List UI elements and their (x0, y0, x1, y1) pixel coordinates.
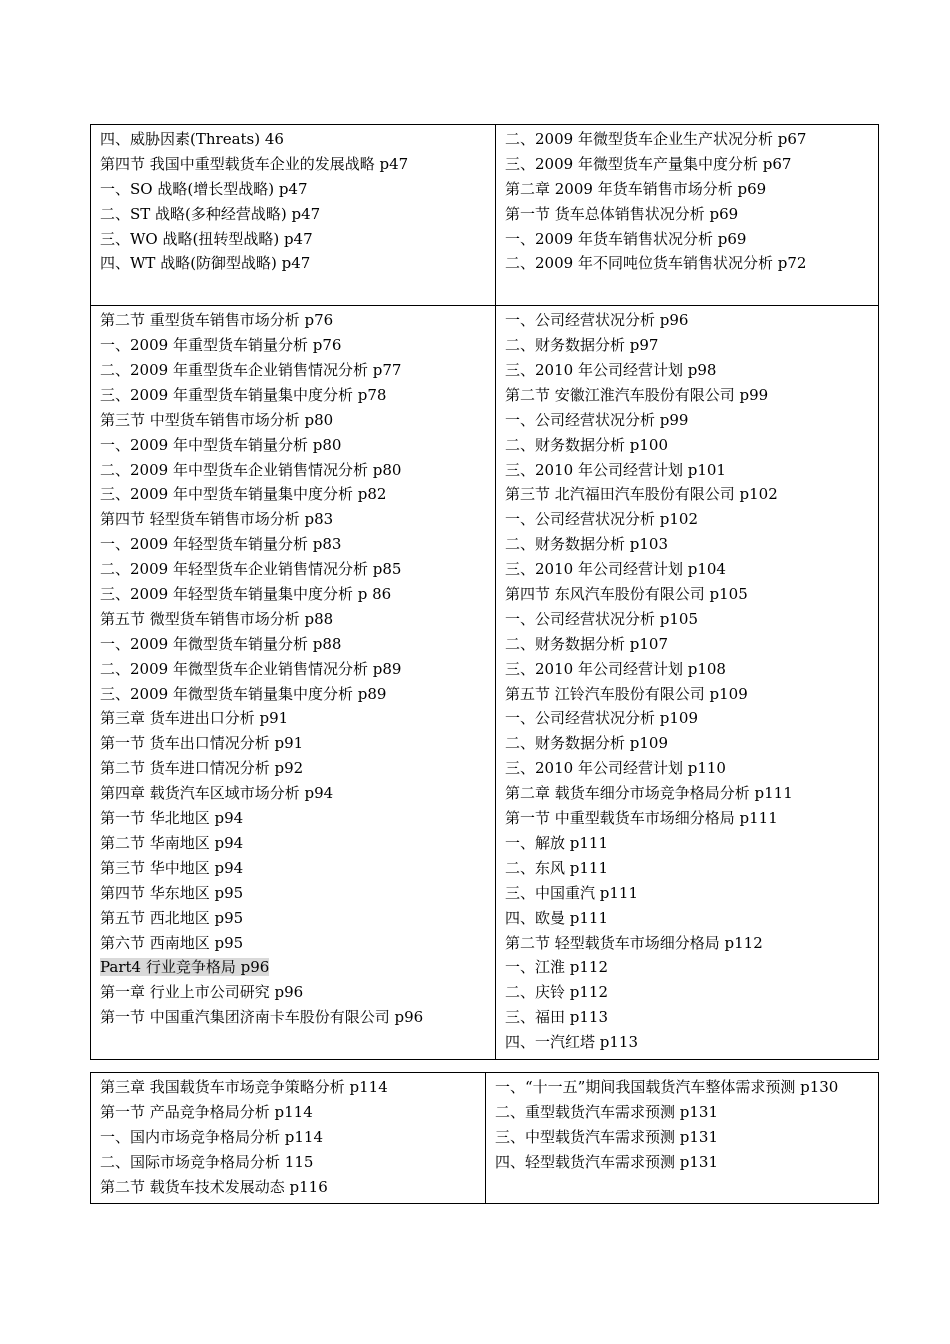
toc-entry: 三、2010 年公司经营计划 p108 (505, 659, 726, 678)
toc-entry: 二、财务数据分析 p107 (505, 634, 669, 653)
toc-entry: 一、公司经营状况分析 p109 (505, 709, 699, 728)
toc-entry: 第一节 中重型载货车市场细分格局 p111 (505, 809, 778, 828)
toc-entry: 三、2009 年微型货车产量集中度分析 p67 (505, 154, 792, 173)
table-row (91, 1073, 879, 1204)
toc-entry: 二、2009 年轻型货车企业销售情况分析 p85 (100, 560, 402, 579)
toc-entry: 二、重型载货汽车需求预测 p131 (495, 1102, 719, 1121)
toc-entry: 一、2009 年轻型货车销量分析 p83 (100, 535, 342, 554)
toc-entry: 一、2009 年微型货车销量分析 p88 (100, 634, 342, 653)
toc-entry: 第四节 我国中重型载货车企业的发展战略 p47 (100, 154, 409, 173)
toc-entry: 第六节 西南地区 p95 (100, 933, 244, 952)
toc-entry: 第三节 华中地区 p94 (100, 858, 244, 877)
toc-entry: 第一节 华北地区 p94 (100, 809, 244, 828)
toc-entry: 三、WO 战略(扭转型战略) p47 (100, 229, 313, 248)
toc-entry: 四、轻型载货汽车需求预测 p131 (495, 1152, 719, 1171)
toc-right-column (496, 306, 879, 1060)
toc-entry: 二、财务数据分析 p97 (505, 336, 659, 355)
toc-entry: 第一节 产品竞争格局分析 p114 (100, 1102, 313, 1121)
highlighted-part-heading: Part4 行业竞争格局 p96 (100, 958, 270, 977)
toc-entry: 三、2009 年中型货车销量集中度分析 p82 (100, 485, 387, 504)
toc-entry: 二、2009 年不同吨位货车销售状况分析 p72 (505, 254, 807, 273)
toc-entry: 二、财务数据分析 p103 (505, 535, 669, 554)
toc-entry: 二、东风 p111 (505, 858, 609, 877)
toc-entry: 第五节 江铃汽车股份有限公司 p109 (505, 684, 748, 703)
toc-entry: 第三章 我国载货车市场竞争策略分析 p114 (100, 1078, 388, 1096)
toc-entry: 第二节 载货车技术发展动态 p116 (100, 1177, 328, 1196)
toc-entry: 第四节 东风汽车股份有限公司 p105 (505, 585, 748, 604)
toc-part-heading (100, 955, 487, 980)
toc-entry: 三、2010 年公司经营计划 p104 (505, 560, 726, 579)
toc-left-column (91, 306, 496, 1060)
toc-table-2 (90, 1072, 879, 1204)
toc-entry: 一、2009 年货车销售状况分析 p69 (505, 229, 747, 248)
toc-entry: 二、庆铃 p112 (505, 983, 609, 1002)
toc-entry: 三、2010 年公司经营计划 p98 (505, 361, 717, 380)
toc-entry: 二、财务数据分析 p100 (505, 435, 669, 454)
toc-entry: 二、财务数据分析 p109 (505, 734, 669, 753)
toc-entry: 第二节 华南地区 p94 (100, 833, 244, 852)
toc-entry: 一、江淮 p112 (505, 958, 609, 977)
toc-entry: 第二章 载货车细分市场竞争格局分析 p111 (505, 784, 793, 803)
toc-entry: 一、SO 战略(增长型战略) p47 (100, 179, 308, 198)
toc-entry: 一、解放 p111 (505, 833, 609, 852)
toc-entry: 三、中型载货汽车需求预测 p131 (495, 1127, 719, 1146)
toc-entry: 第五节 微型货车销售市场分析 p88 (100, 609, 334, 628)
toc-entry: 二、ST 战略(多种经营战略) p47 (100, 204, 321, 223)
toc-entry: 一、公司经营状况分析 p96 (505, 311, 689, 330)
toc-entry: 四、一汽红塔 p113 (505, 1033, 639, 1052)
toc-entry: 第二节 轻型载货车市场细分格局 p112 (505, 933, 763, 952)
toc-entry: 一、公司经营状况分析 p105 (505, 609, 699, 628)
toc-entry: 二、国际市场竞争格局分析 115 (100, 1152, 314, 1171)
toc-entry: 第四节 轻型货车销售市场分析 p83 (100, 510, 334, 529)
toc-entry: 四、WT 战略(防御型战略) p47 (100, 254, 311, 273)
toc-entry: 三、2009 年微型货车销量集中度分析 p89 (100, 684, 387, 703)
toc-entry: 二、2009 年微型货车企业销售情况分析 p89 (100, 659, 402, 678)
toc-entry: 第一章 行业上市公司研究 p96 (100, 983, 304, 1002)
toc-entry: 第三节 中型货车销售市场分析 p80 (100, 410, 334, 429)
toc-entry: 第一节 货车出口情况分析 p91 (100, 734, 304, 753)
toc-entry: 第一节 中国重汽集团济南卡车股份有限公司 p96 (100, 1008, 424, 1027)
toc-entry: 一、2009 年中型货车销量分析 p80 (100, 435, 342, 454)
toc-left-column (91, 1073, 486, 1204)
toc-right-column (496, 125, 879, 306)
toc-entry: 第三节 北汽福田汽车股份有限公司 p102 (505, 485, 778, 504)
toc-entry: 一、国内市场竞争格局分析 p114 (100, 1127, 324, 1146)
table-row (91, 125, 879, 306)
toc-entry: 四、欧曼 p111 (505, 908, 609, 927)
toc-entry: 第二节 重型货车销售市场分析 p76 (100, 311, 334, 330)
toc-entry: 四、威胁因素(Threats) 46 (100, 130, 284, 148)
table-row (91, 306, 879, 1060)
toc-entry: 第一节 货车总体销售状况分析 p69 (505, 204, 739, 223)
toc-entry: 三、2010 年公司经营计划 p101 (505, 460, 726, 479)
toc-entry: 第二节 货车进口情况分析 p92 (100, 759, 304, 778)
toc-entry: 三、2010 年公司经营计划 p110 (505, 759, 726, 778)
toc-entry: 一、公司经营状况分析 p102 (505, 510, 699, 529)
toc-right-column (486, 1073, 879, 1204)
toc-entry: 三、中国重汽 p111 (505, 883, 639, 902)
toc-entry: 第二章 2009 年货车销售市场分析 p69 (505, 179, 767, 198)
toc-table-1 (90, 124, 879, 1060)
toc-entry: 第二节 安徽江淮汽车股份有限公司 p99 (505, 385, 769, 404)
toc-entry: 三、2009 年轻型货车销量集中度分析 p 86 (100, 585, 392, 604)
toc-entry: 第三章 货车进出口分析 p91 (100, 709, 289, 728)
toc-entry: 三、福田 p113 (505, 1008, 609, 1027)
toc-entry: 三、2009 年重型货车销量集中度分析 p78 (100, 385, 387, 404)
blank-line (100, 276, 487, 301)
toc-entry: 第四章 载货汽车区域市场分析 p94 (100, 784, 334, 803)
toc-entry: 第四节 华东地区 p95 (100, 883, 244, 902)
toc-entry: 二、2009 年重型货车企业销售情况分析 p77 (100, 361, 402, 380)
toc-entry: 一、公司经营状况分析 p99 (505, 410, 689, 429)
toc-entry: 第五节 西北地区 p95 (100, 908, 244, 927)
toc-entry: 二、2009 年微型货车企业生产状况分析 p67 (505, 130, 807, 148)
toc-entry: 二、2009 年中型货车企业销售情况分析 p80 (100, 460, 402, 479)
toc-left-column (91, 125, 496, 306)
toc-entry: 一、“十一五”期间我国载货汽车整体需求预测 p130 (495, 1078, 839, 1096)
toc-entry: 一、2009 年重型货车销量分析 p76 (100, 336, 342, 355)
